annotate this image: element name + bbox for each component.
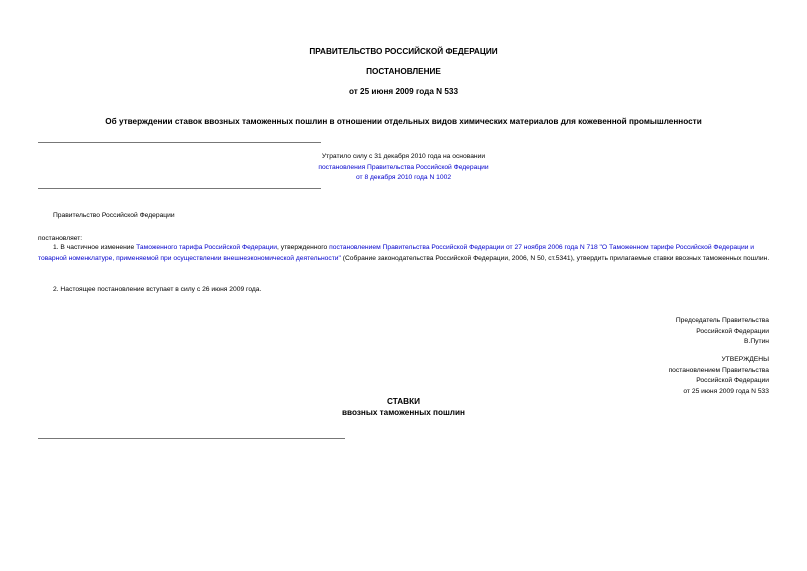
signature-position: Председатель Правительства	[675, 317, 769, 324]
customs-tariff-link[interactable]: Таможенного тарифа Российской Федерации	[136, 244, 277, 251]
signature-country: Российской Федерации	[696, 327, 769, 335]
lapse-note-link[interactable]: постановления Правительства Российской Федерации	[318, 163, 489, 171]
paragraph-1-start: 1. В частичное изменение	[53, 244, 137, 251]
divider-bottom	[38, 188, 321, 189]
resolves-text: постановляет:	[38, 235, 83, 242]
government-heading: ПРАВИТЕЛЬСТВО РОССИЙСКОЙ ФЕДЕРАЦИИ	[309, 47, 498, 56]
lapse-note-text: Утратило силу с 31 декабря 2010 года на основании	[321, 153, 486, 160]
document-date-number: от 25 июня 2009 года N 533	[348, 87, 459, 96]
signature-name: В.Путин	[744, 338, 769, 345]
divider-appendix	[38, 438, 345, 439]
appendix-subtitle: ввозных таможенных пошлин	[341, 408, 465, 417]
paragraph-1-end: (Собрание законодательства Российской Федерации, 2006, N 50, ст.5341), утвердить прилагаемые ставки ввозных таможенных пошлин.	[340, 254, 770, 262]
paragraph-1-middle: , утвержденного	[277, 244, 330, 251]
approved-heading: УТВЕРЖДЕНЫ	[721, 356, 769, 363]
paragraph-2: 2. Настоящее постановление вступает в силу с 26 июня 2009 года.	[53, 286, 262, 293]
intro-text: Правительство Российской Федерации	[53, 212, 175, 219]
paragraph-1	[38, 243, 772, 264]
lapse-note	[0, 152, 807, 184]
appendix-title: СТАВКИ	[387, 397, 420, 406]
resolution-718-link[interactable]: постановлением Правительства Российской Федерации от 27 ноября 2006 года N 718 "О Таможенном тарифе Российской Федерации и товарной номенклатуре, применяемой при осуществлении внешнеэкономической деятельности"	[38, 244, 755, 262]
approved-by: постановлением Правительства	[668, 366, 769, 374]
approved-date: от 25 июня 2009 года N 533	[683, 387, 769, 395]
divider-top	[38, 142, 321, 143]
lapse-note-link-date[interactable]: от 8 декабря 2010 года N 1002	[355, 174, 452, 181]
document-type: ПОСТАНОВЛЕНИЕ	[366, 67, 441, 76]
approved-country: Российской Федерации	[696, 377, 769, 384]
signature-block	[560, 316, 769, 348]
document-title: Об утверждении ставок ввозных таможенных пошлин в отношении отдельных видов химических материалов для кожевенной промышленности	[105, 117, 702, 126]
approved-block	[560, 355, 769, 397]
